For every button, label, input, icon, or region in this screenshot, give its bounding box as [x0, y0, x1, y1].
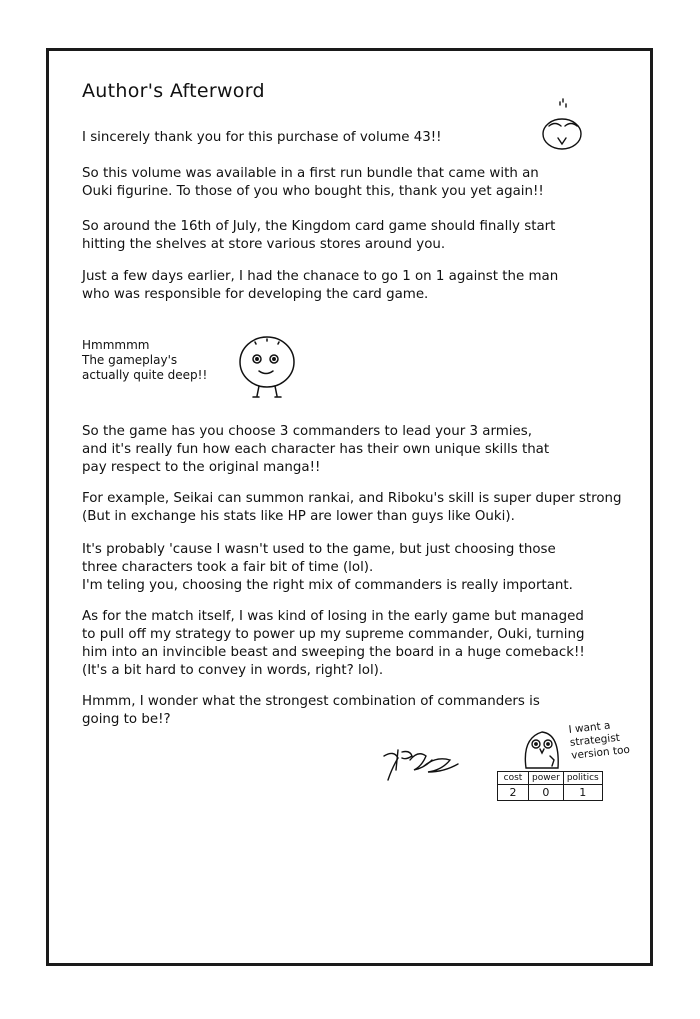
- owl-mascot-icon: [520, 726, 564, 772]
- stat-value: 0: [529, 785, 564, 801]
- mascot-doodle-icon: [233, 331, 303, 401]
- stats-card: [497, 771, 603, 801]
- stat-value: 2: [498, 785, 529, 801]
- mascot-speech-note: I want a strategist version too: [568, 719, 631, 762]
- stat-header: politics: [563, 772, 602, 785]
- stats-value-row: [498, 785, 603, 801]
- afterword-paragraph: So this volume was available in a first run bundle that came with an Ouki figurine. To those of you who bought this, thank you yet again!!: [82, 166, 544, 199]
- afterword-paragraph: As for the match itself, I was kind of losing in the early game but managed to pull off my strategy to power up my supreme commander, Ouki, turning him into an invincible beast and sweeping the board in a huge comeback!! (It's a bit hard to convey in words, right? lol).: [82, 609, 585, 678]
- afterword-paragraph: It's probably 'cause I wasn't used to the game, but just choosing those three characters took a fair bit of time (lol). I'm teling you, choosing the right mix of commanders is really important.: [82, 542, 573, 593]
- stats-header-row: [498, 772, 603, 785]
- afterword-paragraph: I sincerely thank you for this purchase of volume 43!!: [82, 130, 442, 145]
- bird-doodle-icon: [532, 96, 592, 156]
- afterword-paragraph: So the game has you choose 3 commanders to lead your 3 armies, and it's really fun how each character has their own unique skills that pay respect to the original manga!!: [82, 424, 550, 475]
- afterword-paragraph: So around the 16th of July, the Kingdom card game should finally start hitting the shelves at store various stores around you.: [82, 219, 556, 252]
- stat-header: cost: [498, 772, 529, 785]
- page-title: Author's Afterword: [82, 80, 265, 102]
- afterword-paragraph: For example, Seikai can summon rankai, and Riboku's skill is super duper strong (But in exchange his stats like HP are lower than guys like Ouki).: [82, 491, 622, 524]
- stat-header: power: [529, 772, 564, 785]
- stat-value: 1: [563, 785, 602, 801]
- afterword-paragraph: Hmmm, I wonder what the strongest combination of commanders is going to be!?: [82, 694, 540, 727]
- afterword-paragraph: Just a few days earlier, I had the chanace to go 1 on 1 against the man who was responsible for developing the card game.: [82, 269, 559, 302]
- aside-comment: Hmmmmm The gameplay's actually quite deep!!: [82, 338, 208, 382]
- author-signature-icon: [380, 742, 470, 787]
